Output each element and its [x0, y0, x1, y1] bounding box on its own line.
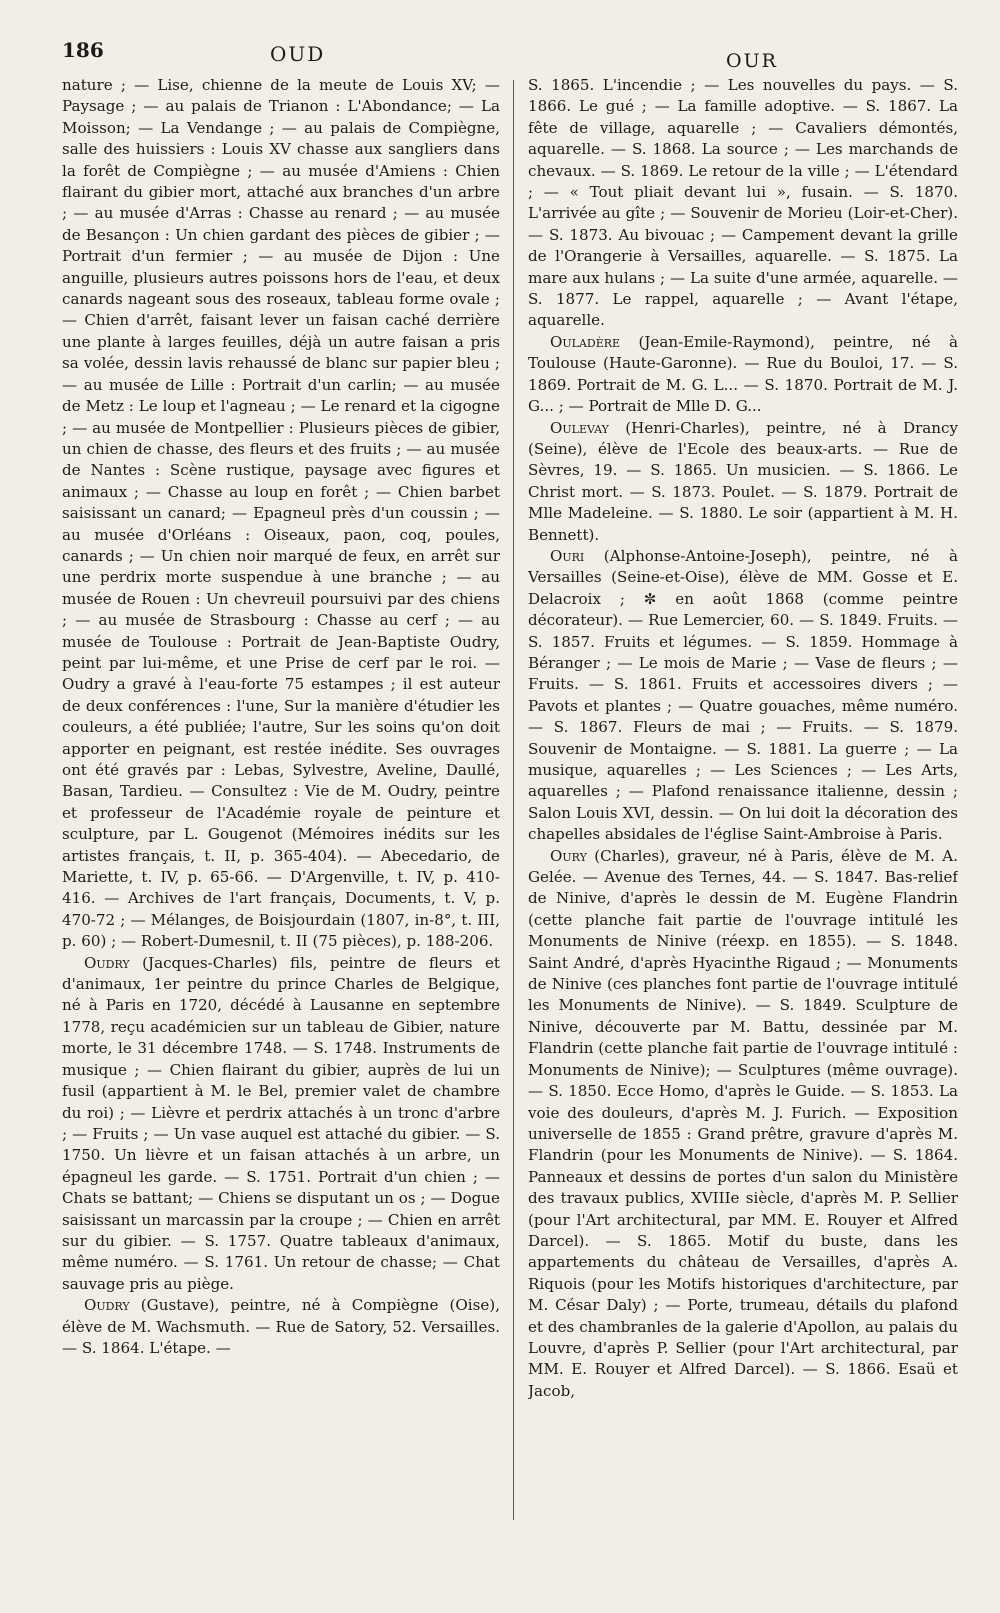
left-column [62, 75, 500, 1595]
entry-headword: Ouladère [550, 332, 621, 351]
entry-oudry-gustave [62, 1295, 500, 1359]
entry-headword: Oudry [84, 1296, 130, 1315]
entry-text: (Jacques-Charles) fils, peintre de fleurs et d'animaux, 1er peintre du prince Charles de Belgique, né à Paris en 1720, décédé à Lausanne en septembre 1778, reçu académicien sur un tableau de Gibier, nature morte, le 31 décembre 1748. — S. 1748. Instruments de musique ; — Chien flairant du gibier, auprès de lui un fusil (appartient à M. le Bel, premier valet de chambre du roi) ; — Lièvre et perdrix attachés à un tronc d'arbre ; — Fruits ; — Un vase auquel est attaché du gibier. — S. 1750. Un lièvre et un faisan attachés à un arbre, un épagneul les garde. — S. 1751. Portrait d'un chien ; — Chats se battant; — Chiens se disputant un os ; — Dogue saisissant un marcassin par la croupe ; — Chien en arrêt sur du gibier. — S. 1757. Quatre tableaux d'animaux, même numéro. — S. 1761. Un retour de chasse; — Chat sauvage pris au piège. [62, 953, 500, 1293]
entry-text: (Charles), graveur, né à Paris, élève de M. A. Gelée. — Avenue des Ternes, 44. — S. 1847. Bas-relief de Ninive, d'après le dessin de M. Eugène Flandrin (cette planche fait partie de l'ouvrage intitulé les Monuments de Ninive (réexp. en 1855). — S. 1848. Saint André, d'après Hyacinthe Rigaud ; — Monuments de Ninive (ces planches font partie de l'ouvrage intitulé les Monuments de Ninive). — S. 1849. Sculpture de Ninive, découverte par M. Battu, dessinée par M. Flandrin (cette planche fait partie de l'ouvrage intitulé : Monuments de Ninive); — Sculptures (même ouvrage). — S. 1850. Ecce Homo, d'après le Guide. — S. 1853. La voie des douleurs, d'après M. J. Furich. — Exposition universelle de 1855 : Grand prêtre, gravure d'après M. Flandrin (pour les Monuments de Ninive). — S. 1864. Panneaux et dessins de portes d'un salon du Ministère des travaux publics, XVIIIe siècle, d'après M. P. Sellier (pour l'Art architectural, par MM. E. Rouyer et Alfred Darcel). — S. 1865. Motif du buste, dans les appartements du château de Versailles, d'après A. Riquois (pour les Motifs historiques d'architecture, par M. César Daly) ; — Porte, trumeau, détails du plafond et des chambranles de la galerie d'Apollon, au palais du Louvre, d'après P. Sellier (pour l'Art architectural, par MM. E. Rouyer et Alfred Darcel). — S. 1866. Esaü et Jacob, [528, 846, 958, 1400]
entry-headword: Oury [550, 846, 587, 865]
running-head-right: OUR [726, 50, 778, 72]
entry-headword: Oulevay [550, 418, 609, 437]
column-divider [513, 80, 514, 1520]
entry-headword: Oudry [84, 953, 130, 972]
entry-oury [528, 846, 958, 1403]
page-number: 186 [62, 38, 104, 62]
running-head-left: OUD [270, 42, 326, 66]
entry-oudry-gustave-continued: S. 1865. L'incendie ; — Les nouvelles du pays. — S. 1866. Le gué ; — La famille adoptive. — S. 1867. La fête de village, aquarelle ; — Cavaliers démontés, aquarelle. — S. 1868. La source ; — Les marchands de chevaux. — S. 1869. Le retour de la ville ; — L'étendard ; — « Tout pliait devant lui », fusain. — S. 1870. L'arrivée au gîte ; — Souvenir de Morieu (Loir-et-Cher). — S. 1873. Au bivouac ; — Campement devant la grille de l'Orangerie à Versailles, aquarelle. — S. 1875. La mare aux hulans ; — La suite d'une armée, aquarelle. — S. 1877. Le rappel, aquarelle ; — Avant l'étape, aquarelle. [528, 76, 958, 330]
entry-ouladere [528, 332, 958, 418]
right-column [528, 75, 958, 1525]
entry-text: (Gustave), peintre, né à Compiègne (Oise), élève de M. Wachsmuth. — Rue de Satory, 52. Versailles. — S. 1864. L'étape. — [62, 1296, 500, 1357]
entry-text: (Jean-Emile-Raymond), peintre, né à Toulouse (Haute-Garonne). — Rue du Bouloi, 17. — S. 1869. Portrait de M. G. L... — S. 1870. Portrait de M. J. G... ; — Portrait de Mlle D. G... [528, 332, 958, 416]
entry-ouri [528, 546, 958, 846]
entry-oudry-jacques-charles [62, 953, 500, 1296]
entry-oudry-jb-continued: nature ; — Lise, chienne de la meute de Louis XV; — Paysage ; — au palais de Trianon : L'Abondance; — La Moisson; — La Vendange ; — au palais de Compiègne, salle des huissiers : Louis XV chasse aux sangliers dans la forêt de Compiègne ; — au musée d'Amiens : Chien flairant du gibier mort, attaché aux branches d'un arbre ; — au musée d'Arras : Chasse au renard ; — au musée de Besançon : Un chien gardant des pièces de gibier ; — Portrait d'un fermier ; — au musée de Dijon : Une anguille, plusieurs autres poissons hors de l'eau, et deux canards nageant sous des roseaux, tableau forme ovale ; — Chien d'arrêt, faisant lever un faisan caché derrière une plante à larges feuilles, déjà un autre faisan a pris sa volée, dessin lavis rehaussé de blanc sur papier bleu ; — au musée de Lille : Portrait d'un carlin; — au musée de Metz : Le loup et l'agneau ; — Le renard et la cigogne ; — au musée de Montpellier : Plusieurs pièces de gibier, un chien de chasse, des fleurs et des fruits ; — au musée de Nantes : Scène rustique, paysage avec figures et animaux ; — Chasse au loup en forêt ; — Chien barbet saisissant un canard; — Epagneul près d'un coussin ; — au musée d'Orléans : Oiseaux, paon, coq, poules, canards ; — Un chien noir marqué de feux, en arrêt sur une perdrix morte suspendue à une branche ; — au musée de Rouen : Un chevreuil poursuivi par des chiens ; — au musée de Strasbourg : Chasse au cerf ; — au musée de Toulouse : Portrait de Jean-Baptiste Oudry, peint par lui-même, et une Prise de cerf par le roi. — Oudry a gravé à l'eau-forte 75 estampes ; il est auteur de deux conférences : l'une, Sur la manière d'étudier les couleurs, a été publiée; l'autre, Sur les soins qu'on doit apporter en peignant, est restée inédite. Ses ouvrages ont été gravés par : Lebas, Sylvestre, Aveline, Daullé, Basan, Tardieu. — Consultez : Vie de M. Oudry, peintre et professeur de l'Académie royale de peinture et sculpture, par L. Gougenot (Mémoires inédits sur les artistes français, t. II, p. 365-404). — Abecedario, de Mariette, t. IV, p. 65-66. — D'Argenville, t. IV, p. 410-416. — Archives de l'art français, Documents, t. V, p. 470-72 ; — Mélanges, de Boisjourdain (1807, in-8°, t. III, p. 60) ; — Robert-Dumesnil, t. II (75 pièces), p. 188-206. [62, 76, 500, 951]
entry-headword: Ouri [550, 546, 585, 565]
page-header [0, 30, 1000, 70]
entry-text: (Henri-Charles), peintre, né à Drancy (Seine), élève de l'Ecole des beaux-arts. — Rue de Sèvres, 19. — S. 1865. Un musicien. — S. 1866. Le Christ mort. — S. 1873. Poulet. — S. 1879. Portrait de Mlle Madeleine. — S. 1880. Le soir (appartient à M. H. Bennett). [528, 418, 958, 544]
entry-oulevay [528, 418, 958, 546]
entry-text: (Alphonse-Antoine-Joseph), peintre, né à Versailles (Seine-et-Oise), élève de MM. Gosse et E. Delacroix ; ✼ en août 1868 (comme peintre décorateur). — Rue Lemercier, 60. — S. 1849. Fruits. — S. 1857. Fruits et légumes. — S. 1859. Hommage à Béranger ; — Le mois de Marie ; — Vase de fleurs ; — Fruits. — S. 1861. Fruits et accessoires divers ; — Pavots et plantes ; — Quatre gouaches, même numéro. — S. 1867. Fleurs de mai ; — Fruits. — S. 1879. Souvenir de Montaigne. — S. 1881. La guerre ; — La musique, aquarelles ; — Les Sciences ; — Les Arts, aquarelles ; — Plafond renaissance italienne, dessin ; Salon Louis XVI, dessin. — On lui doit la décoration des chapelles absidales de l'église Saint-Ambroise à Paris. [528, 546, 958, 844]
